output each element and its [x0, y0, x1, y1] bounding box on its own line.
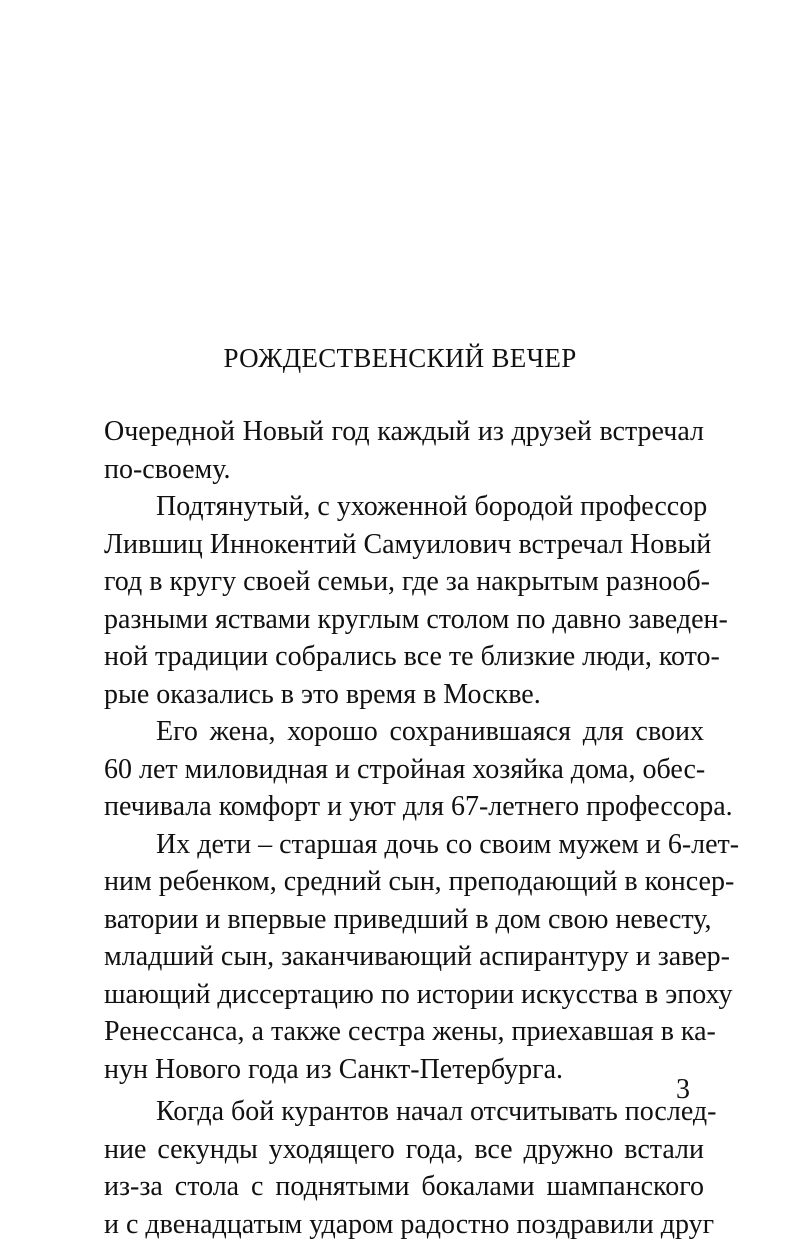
text-line: Подтянутый, с ухоженной бородой профессор	[104, 488, 704, 526]
text-line: год в кругу своей семьи, где за накрытым разнооб-	[104, 563, 704, 601]
text-line: 60 лет миловидная и стройная хозяйка дома, обес-	[104, 751, 704, 789]
text-line: Лившиц Иннокентий Самуилович встречал Новый	[104, 526, 704, 564]
text-line: ние секунды уходящего года, все дружно встали	[104, 1131, 704, 1169]
text-line: рые оказались в это время в Москве.	[104, 676, 704, 714]
text-line: Их дети – старшая дочь со своим мужем и 6-лет-	[104, 826, 704, 864]
body-text	[104, 413, 704, 1243]
text-line: и с двенадцатым ударом радостно поздравили друг	[104, 1206, 704, 1243]
text-line: Его жена, хорошо сохранившаяся для своих	[104, 713, 704, 751]
text-line: ватории и впервые приведший в дом свою невесту,	[104, 901, 704, 939]
text-line: Очередной Новый год каждый из друзей встречал	[104, 413, 704, 451]
text-line: по-своему.	[104, 451, 704, 489]
text-line: ним ребенком, средний сын, преподающий в консер-	[104, 863, 704, 901]
text-line: младший сын, заканчивающий аспирантуру и завер-	[104, 938, 704, 976]
text-line: ной традиции собрались все те близкие люди, кото-	[104, 638, 704, 676]
text-line: из-за стола с поднятыми бокалами шампанского	[104, 1168, 704, 1206]
text-line: Ренессанса, а также сестра жены, приехавшая в ка-	[104, 1013, 704, 1051]
chapter-title: РОЖДЕСТВЕНСКИЙ ВЕЧЕР	[0, 343, 800, 374]
text-line: Когда бой курантов начал отсчитывать послед-	[104, 1093, 704, 1131]
text-line: шающий диссертацию по истории искусства в эпоху	[104, 976, 704, 1014]
text-line: печивала комфорт и уют для 67-летнего профессора.	[104, 788, 704, 826]
text-line: нун Нового года из Санкт-Петербурга.	[104, 1051, 704, 1089]
text-line: разными яствами круглым столом по давно заведен-	[104, 601, 704, 639]
page-number: 3	[676, 1074, 690, 1106]
